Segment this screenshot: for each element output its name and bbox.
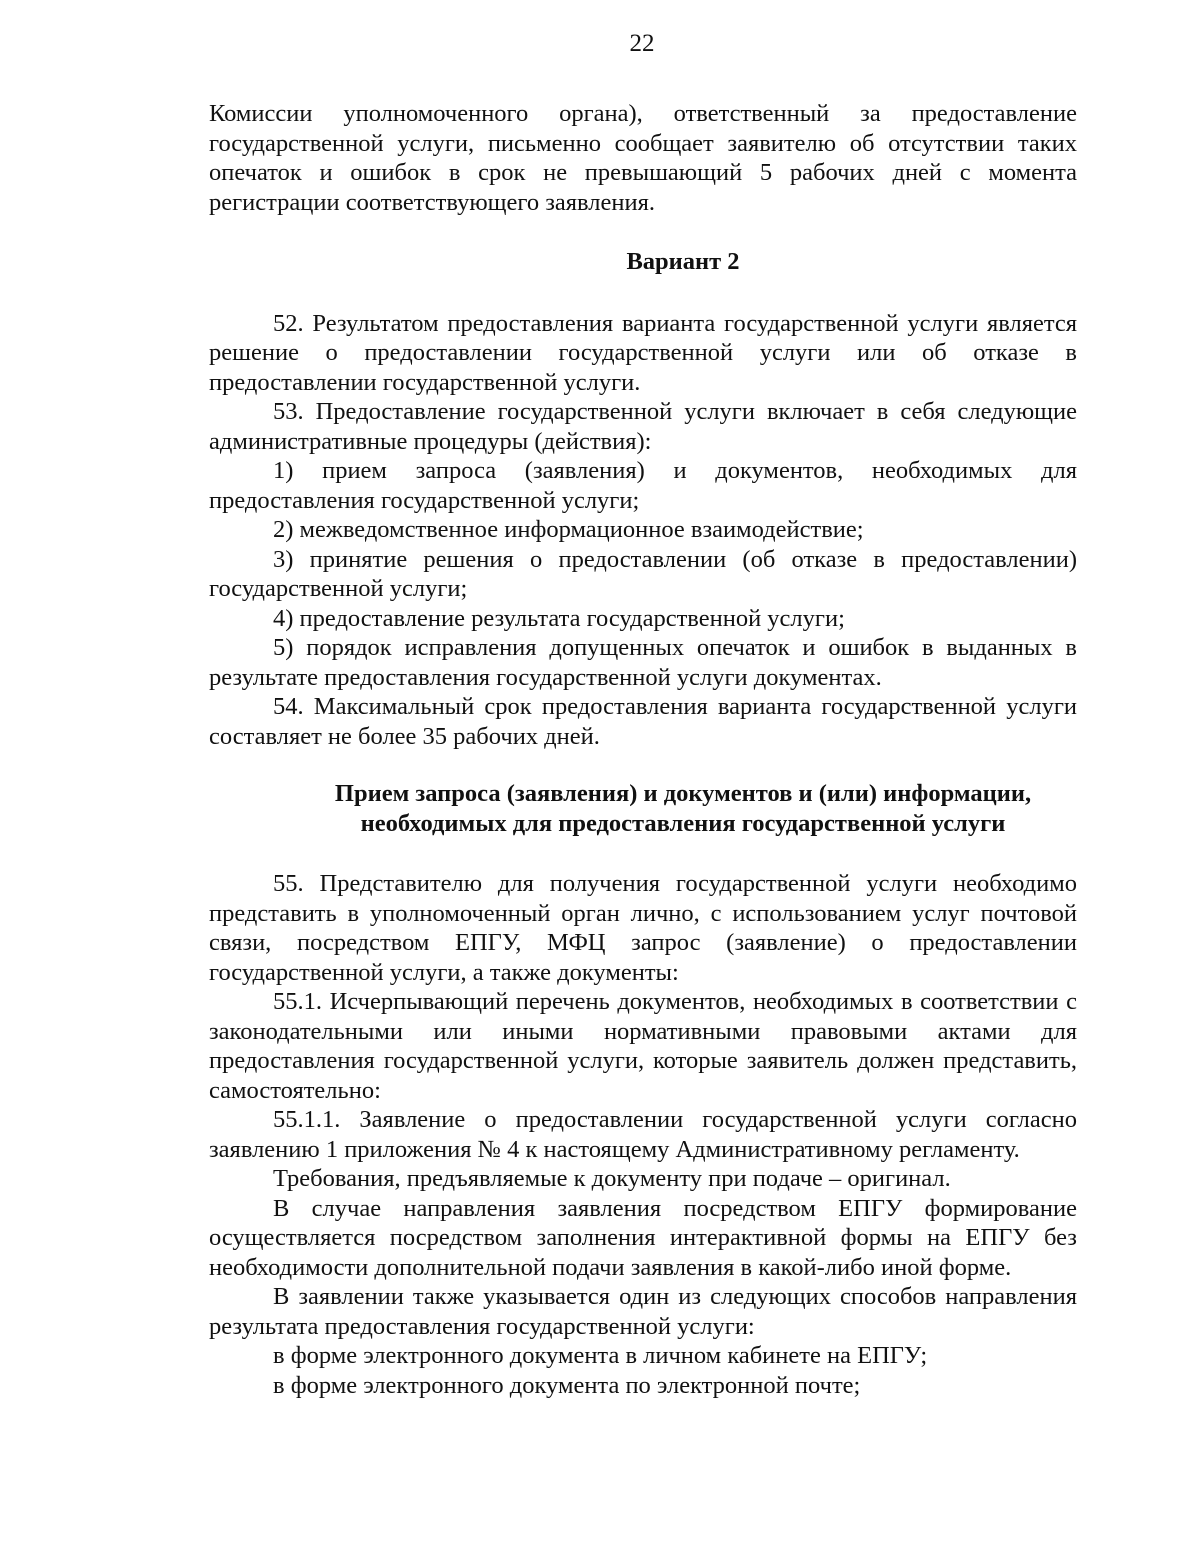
paragraph-55-1: 55.1. Исчерпывающий перечень документов, необходимых в соответствии с законодательными или иными нормативными правовыми актами для предоставления государственной услуги, которые заявитель должен представить, самостоятельно:: [209, 988, 1077, 1104]
heading-section: Прием запроса (заявления) и документов и (или) информации, необходимых для предоставления государственной услуги: [334, 780, 1032, 837]
list-item-1: 1) прием запроса (заявления) и документов, необходимых для предоставления государственной услуги;: [209, 457, 1077, 514]
paragraph-continuation: Комиссии уполномоченного органа), ответственный за предоставление государственной услуги, письменно сообщает заявителю об отсутствии таких опечаток и ошибок в срок не превышающий 5 рабочих дней с момента регистрации соответствующего заявления.: [209, 100, 1077, 216]
paragraph-result-methods: В заявлении также указывается один из следующих способов направления результата предоставления государственной услуги:: [209, 1283, 1077, 1340]
paragraph-55: 55. Представителю для получения государственной услуги необходимо представить в уполномоченный орган лично, с использованием услуг почтовой связи, посредством ЕПГУ, МФЦ запрос (заявление) о предоставлении государственной услуги, а также документы:: [209, 870, 1077, 986]
paragraph-epgu: В случае направления заявления посредством ЕПГУ формирование осуществляется посредством заполнения интерактивной формы на ЕПГУ без необходимости дополнительной подачи заявления в какой-либо иной форме.: [209, 1194, 1077, 1281]
list-item-3: 3) принятие решения о предоставлении (об отказе в предоставлении) государственной услуги;: [209, 545, 1077, 602]
list-item-4: 4) предоставление результата государственной услуги;: [273, 604, 845, 632]
heading-variant: Вариант 2: [626, 248, 740, 275]
list-item-2: 2) межведомственное информационное взаимодействие;: [273, 516, 864, 543]
paragraph-52: 52. Результатом предоставления варианта государственной услуги является решение о предоставлении государственной услуги или об отказе в предоставлении государственной услуги.: [209, 309, 1077, 396]
list-item-5: 5) порядок исправления допущенных опечаток и ошибок в выданных в результате предоставления государственной услуги документах.: [209, 634, 1077, 691]
list-item-epgu-cabinet: в форме электронного документа в личном кабинете на ЕПГУ;: [273, 1342, 928, 1369]
page-number: 22: [629, 30, 655, 57]
paragraph-requirements: Требования, предъявляемые к документу при подаче – оригинал.: [273, 1165, 951, 1192]
paragraph-55-1-1: 55.1.1. Заявление о предоставлении государственной услуги согласно заявлению 1 приложения № 4 к настоящему Административному регламенту.: [209, 1106, 1077, 1163]
document-body: [209, 99, 1077, 1400]
paragraph-54: 54. Максимальный срок предоставления варианта государственной услуги составляет не более 35 рабочих дней.: [209, 693, 1077, 750]
list-item-email: в форме электронного документа по электронной почте;: [273, 1371, 861, 1399]
paragraph-53: 53. Предоставление государственной услуги включает в себя следующие административные процедуры (действия):: [209, 398, 1077, 455]
